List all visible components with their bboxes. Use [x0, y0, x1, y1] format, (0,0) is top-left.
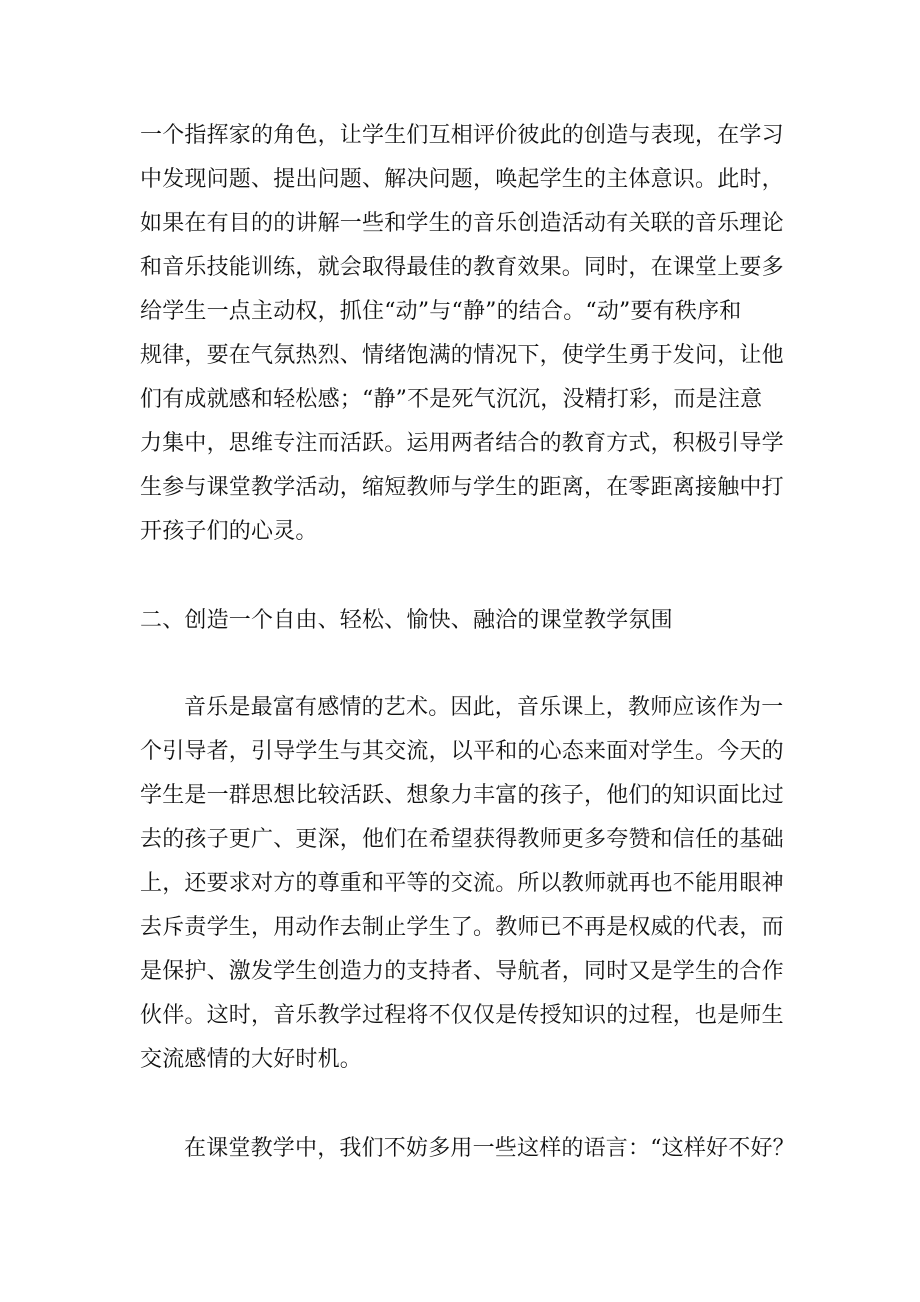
- paragraph-classroom: [140, 1127, 800, 1171]
- text-line: 去斥责学生，用动作去制止学生了。教师已不再是权威的代表，而: [140, 915, 784, 940]
- text-line: 是保护、激发学生创造力的支持者、导航者，同时又是学生的合作: [140, 959, 784, 984]
- text-line: 学生是一群思想比较活跃、想象力丰富的孩子，他们的知识面比过: [140, 783, 784, 808]
- text-line: 和音乐技能训练，就会取得最佳的教育效果。同时，在课堂上要多: [140, 255, 784, 280]
- paragraph-continuation: [140, 114, 800, 554]
- text-line: 在课堂教学中，我们不妨多用一些这样的语言：“这样好不好？: [184, 1136, 795, 1161]
- text-line: 如果在有目的的讲解一些和学生的音乐创造活动有关联的音乐理论: [140, 211, 784, 236]
- text-line: 规律，要在气氛热烈、情绪饱满的情况下，使学生勇于发问，让他: [140, 343, 784, 368]
- text-line: 们有成就感和轻松感；“静”不是死气沉沉，没精打彩，而是注意: [140, 387, 763, 412]
- text-line: 去的孩子更广、更深，他们在希望获得教师更多夸赞和信任的基础: [140, 827, 784, 852]
- text-line: 伙伴。这时，音乐教学过程将不仅仅是传授知识的过程，也是师生: [140, 1003, 784, 1028]
- text-line: 生参与课堂教学活动，缩短教师与学生的距离，在零距离接触中打: [140, 475, 784, 500]
- section-heading: 二、创造一个自由、轻松、愉快、融洽的课堂教学氛围: [140, 608, 673, 633]
- section-heading-block: [140, 599, 800, 643]
- text-line: 个引导者，引导学生与其交流，以平和的心态来面对学生。今天的: [140, 739, 784, 764]
- text-line: 上，还要求对方的尊重和平等的交流。所以教师就再也不能用眼神: [140, 871, 784, 896]
- text-line: 开孩子们的心灵。: [140, 519, 318, 544]
- text-line: 力集中，思维专注而活跃。运用两者结合的教育方式，积极引导学: [140, 431, 784, 456]
- text-line: 音乐是最富有感情的艺术。因此，音乐课上，教师应该作为一: [184, 695, 784, 720]
- text-line: 中发现问题、提出问题、解决问题，唤起学生的主体意识。此时，: [140, 167, 784, 192]
- text-line: 给学生一点主动权，抓住“动”与“静”的结合。“动”要有秩序和: [140, 299, 742, 324]
- text-line: 一个指挥家的角色，让学生们互相评价彼此的创造与表现，在学习: [140, 123, 784, 148]
- paragraph-music: [140, 686, 800, 1082]
- text-line: 交流感情的大好时机。: [140, 1047, 363, 1072]
